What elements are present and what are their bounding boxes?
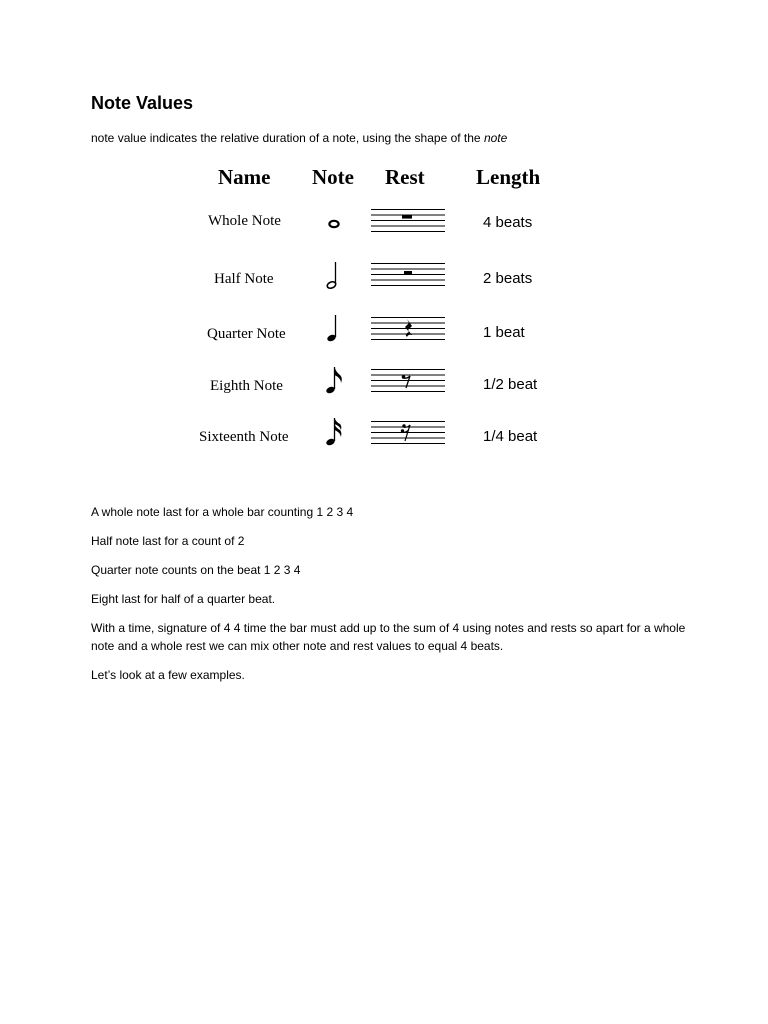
table-row-whole xyxy=(195,204,565,244)
paragraph-whole-note: A whole note last for a whole bar counting 1 2 3 4 xyxy=(91,505,354,519)
row-name-whole: Whole Note xyxy=(208,213,281,229)
paragraph-time-signature: With a time, signature of 4 4 time the bar must add up to the sum of 4 using notes and rests so apart for a whole note and a whole rest we can mix other note and rest values to equal 4 beats. xyxy=(91,621,686,653)
row-length-sixteenth: 1/4 beat xyxy=(483,428,538,445)
row-length-eighth: 1/2 beat xyxy=(483,376,538,393)
quarter-rest-icon xyxy=(371,316,445,340)
eighth-note-icon xyxy=(321,363,347,399)
half-note-icon xyxy=(321,258,347,294)
quarter-note-icon xyxy=(321,311,347,347)
table-row-sixteenth xyxy=(195,417,565,457)
page-title: Note Values xyxy=(91,93,194,113)
paragraph-examples: Let’s look at a few examples. xyxy=(91,668,245,682)
sixteenth-rest-icon xyxy=(371,420,445,444)
intro-text xyxy=(91,131,507,145)
row-name-half: Half Note xyxy=(214,271,274,287)
whole-rest-icon xyxy=(371,208,445,232)
row-length-half: 2 beats xyxy=(483,270,533,287)
table-row-eighth xyxy=(195,365,565,405)
table-row-half xyxy=(195,260,565,300)
paragraph-half-note: Half note last for a count of 2 xyxy=(91,534,245,548)
note-values-table xyxy=(195,160,565,460)
sixteenth-note-icon xyxy=(321,415,347,451)
whole-note-icon xyxy=(321,206,347,242)
row-name-quarter: Quarter Note xyxy=(207,326,286,342)
header-rest: Rest xyxy=(385,165,425,189)
row-name-eighth: Eighth Note xyxy=(210,378,283,394)
intro-text-main: note value indicates the relative duration of a note, using the shape of the xyxy=(91,131,484,145)
header-length: Length xyxy=(476,165,541,189)
header-note: Note xyxy=(312,165,354,189)
table-row-quarter xyxy=(195,313,565,353)
eighth-rest-icon xyxy=(371,368,445,392)
paragraph-eighth-note: Eight last for half of a quarter beat. xyxy=(91,592,276,606)
row-length-whole: 4 beats xyxy=(483,214,533,231)
row-name-sixteenth: Sixteenth Note xyxy=(199,429,289,445)
row-length-quarter: 1 beat xyxy=(483,324,525,341)
paragraph-quarter-note: Quarter note counts on the beat 1 2 3 4 xyxy=(91,563,301,577)
header-name: Name xyxy=(218,165,271,189)
half-rest-icon xyxy=(371,262,445,286)
intro-text-italic: note xyxy=(483,131,508,145)
